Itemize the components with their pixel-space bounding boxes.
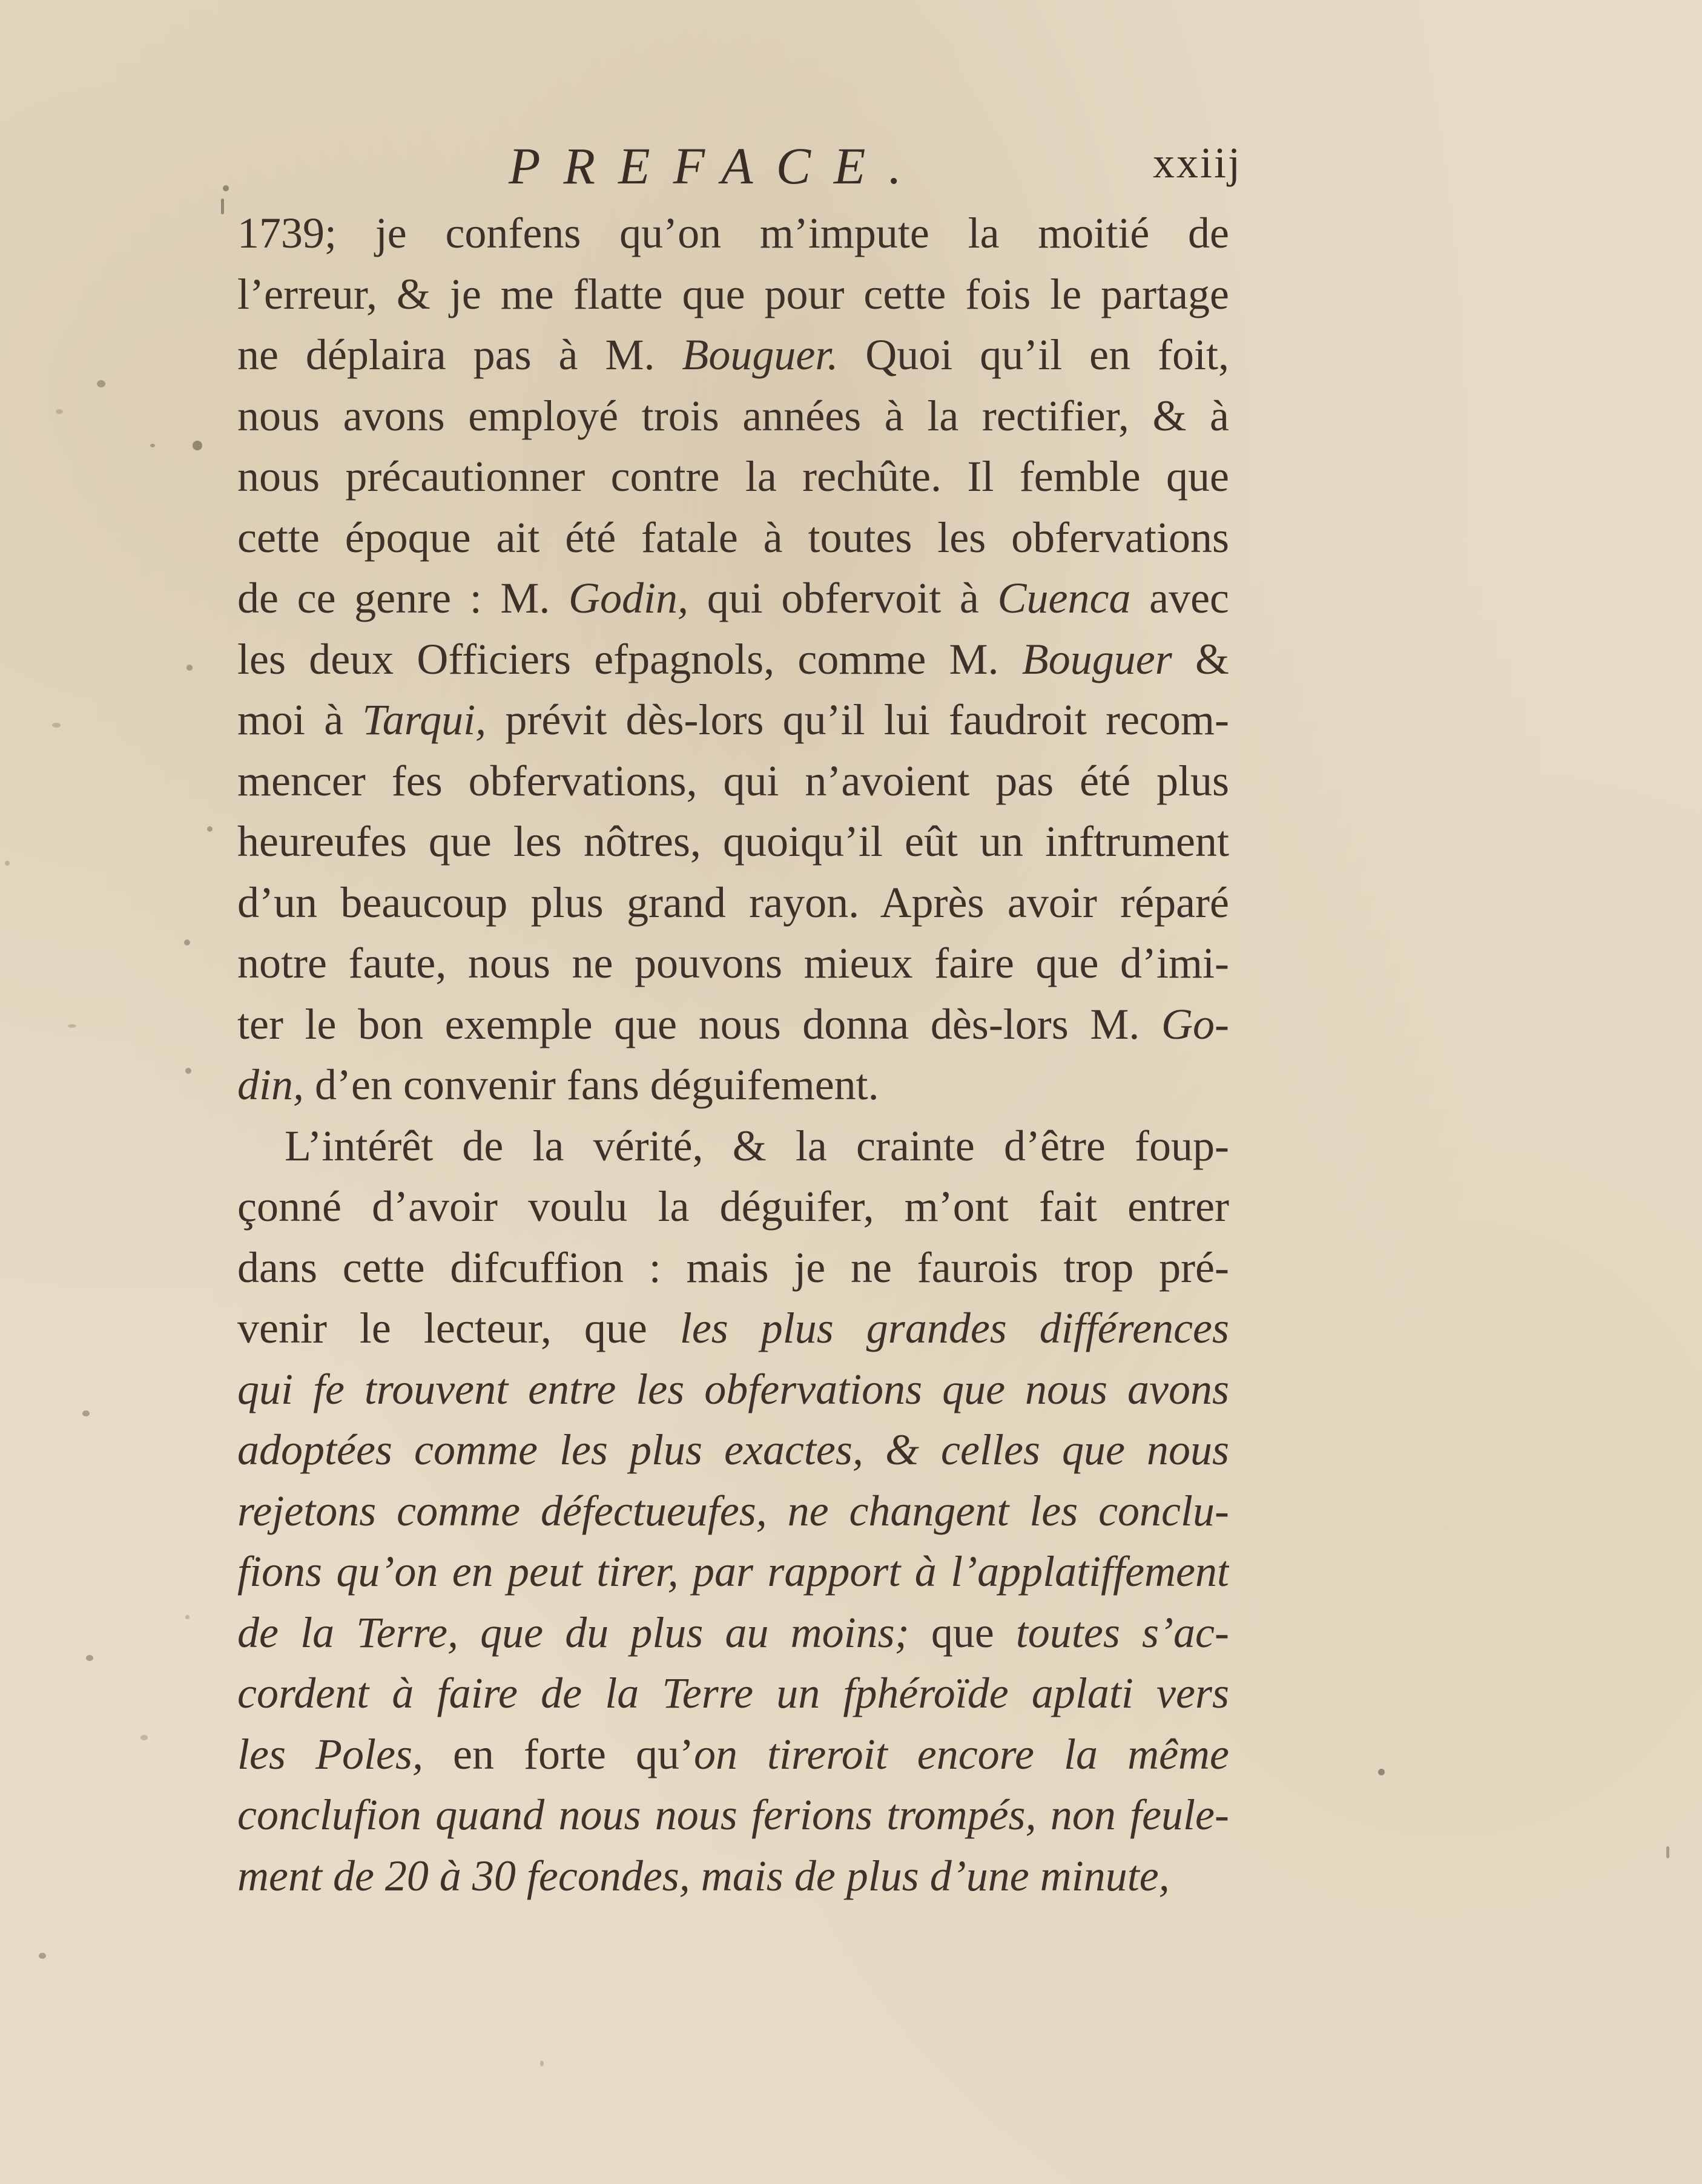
text-line <box>237 1176 1229 1237</box>
ink-speck <box>1666 1846 1669 1858</box>
text-run: que <box>909 1608 1016 1657</box>
ink-speck <box>184 939 190 946</box>
ink-speck <box>540 2061 544 2067</box>
ink-speck <box>150 444 155 447</box>
text-line <box>237 1237 1229 1298</box>
italic-text-run: de la Terre, que du plus au moins; <box>237 1608 909 1657</box>
text-line <box>237 203 1229 264</box>
ink-speck <box>5 861 10 866</box>
italic-text-run: din, <box>237 1061 305 1109</box>
text-line <box>237 933 1229 994</box>
running-title: PREFACE. <box>509 137 925 195</box>
text-run: l’erreur, & je me flatte que pour cette fois le partage <box>237 269 1229 318</box>
text-line <box>237 1419 1229 1481</box>
text-line <box>237 751 1229 812</box>
text-line <box>237 629 1229 690</box>
ink-speck <box>52 723 61 728</box>
italic-text-run: on tireroit encore la même <box>694 1729 1229 1778</box>
text-line <box>237 689 1229 751</box>
body-text <box>237 203 1229 1906</box>
text-line <box>237 811 1229 872</box>
italic-text-run: Godin, <box>569 574 689 622</box>
text-line <box>237 1054 1229 1116</box>
italic-text-run: les Poles, <box>237 1729 423 1778</box>
text-run: ter le bon exemple que nous donna dès-lors M. <box>237 999 1162 1048</box>
text-line <box>237 446 1229 507</box>
italic-text-run: Bouguer. <box>682 331 839 379</box>
italic-text-run: les plus grandes différences <box>679 1304 1229 1352</box>
text-line <box>237 1359 1229 1420</box>
text-run: L’intérêt de la vérité, & la crainte d’être foup- <box>285 1121 1229 1170</box>
text-line <box>237 872 1229 933</box>
text-line <box>237 1846 1229 1907</box>
text-line <box>237 1541 1229 1602</box>
ink-speck <box>223 185 229 191</box>
ink-speck <box>221 199 224 214</box>
text-run: dans cette difcuffion : mais je ne faurois trop pré- <box>237 1243 1229 1292</box>
text-line <box>237 1602 1229 1663</box>
ink-speck <box>140 1735 148 1740</box>
text-run: Quoi qu’il en foit, <box>838 331 1229 379</box>
ink-speck <box>1378 1769 1385 1775</box>
text-run: ne déplaira pas à M. <box>237 331 682 379</box>
text-run: d’un beaucoup plus grand rayon. Après avoir réparé <box>237 878 1229 927</box>
text-line <box>237 386 1229 447</box>
ink-speck <box>56 409 63 414</box>
ink-speck <box>39 1953 46 1959</box>
text-line <box>237 264 1229 325</box>
italic-text-run: conclufion quand nous nous ferions trompés, non feule- <box>237 1791 1229 1839</box>
text-line <box>237 324 1229 386</box>
ink-speck <box>185 1068 191 1074</box>
italic-text-run: adoptées comme les plus exactes, & celles que nous <box>237 1426 1229 1474</box>
text-run: notre faute, nous ne pouvons mieux faire que d’imi- <box>237 939 1229 987</box>
text-run: nous avons employé trois années à la rectifier, & à <box>237 391 1229 440</box>
text-run: qui obfervoit à <box>688 574 998 622</box>
text-run: venir le lecteur, que <box>237 1304 680 1352</box>
text-run: nous précautionner contre la rechûte. Il femble que <box>237 452 1229 501</box>
ink-speck <box>207 826 213 832</box>
text-run: en forte qu’ <box>423 1729 694 1778</box>
italic-text-run: Cuenca <box>997 574 1131 622</box>
text-run: de ce genre : M. <box>237 574 569 622</box>
text-line <box>237 568 1229 629</box>
text-run: 1739; je confens qu’on m’impute la moitié de <box>237 209 1229 257</box>
text-run: & <box>1172 634 1229 683</box>
italic-text-run: toutes s’ac- <box>1015 1608 1229 1657</box>
ink-speck <box>97 380 105 387</box>
text-line <box>237 1784 1229 1846</box>
text-run: heureufes que les nôtres, quoiqu’il eût un inftrument <box>237 817 1229 866</box>
ink-speck <box>193 441 202 450</box>
text-line <box>237 1724 1229 1785</box>
italic-text-run: qui fe trouvent entre les obfervations que nous avons <box>237 1364 1229 1413</box>
ink-speck <box>86 1655 93 1661</box>
ink-speck <box>68 1024 76 1028</box>
text-run: mencer fes obfervations, qui n’avoient pas été plus <box>237 756 1229 805</box>
text-line <box>237 994 1229 1055</box>
text-line <box>237 1298 1229 1359</box>
text-run: avec <box>1130 574 1229 622</box>
page-number: xxiij <box>1152 139 1242 187</box>
text-run: d’en convenir fans déguifement. <box>304 1061 879 1109</box>
italic-text-run: Bouguer <box>1021 634 1172 683</box>
text-run: moi à <box>237 696 363 744</box>
italic-text-run: ment de 20 à 30 fecondes, mais de plus d’une minute, <box>237 1851 1170 1900</box>
text-line <box>237 1116 1229 1177</box>
italic-text-run: fions qu’on en peut tirer, par rapport à l’applatiffement <box>237 1547 1229 1596</box>
text-line <box>237 1663 1229 1724</box>
ink-speck <box>185 1615 190 1619</box>
ink-speck <box>82 1410 90 1416</box>
text-line <box>237 1481 1229 1542</box>
text-run: çonné d’avoir voulu la déguifer, m’ont fait entrer <box>237 1182 1229 1231</box>
text-run: les deux Officiers efpagnols, comme M. <box>237 634 1022 683</box>
text-run: prévit dès-lors qu’il lui faudroit recom- <box>486 696 1229 744</box>
italic-text-run: Tarqui, <box>362 696 487 744</box>
text-line <box>237 507 1229 568</box>
text-run: cette époque ait été fatale à toutes les obfervations <box>237 513 1229 562</box>
ink-speck <box>186 665 193 671</box>
italic-text-run: Go- <box>1161 999 1229 1048</box>
italic-text-run: rejetons comme défectueufes, ne changent les conclu- <box>237 1486 1229 1535</box>
italic-text-run: cordent à faire de la Terre un fphéroïde aplati vers <box>237 1669 1229 1717</box>
page-header <box>509 136 1242 202</box>
